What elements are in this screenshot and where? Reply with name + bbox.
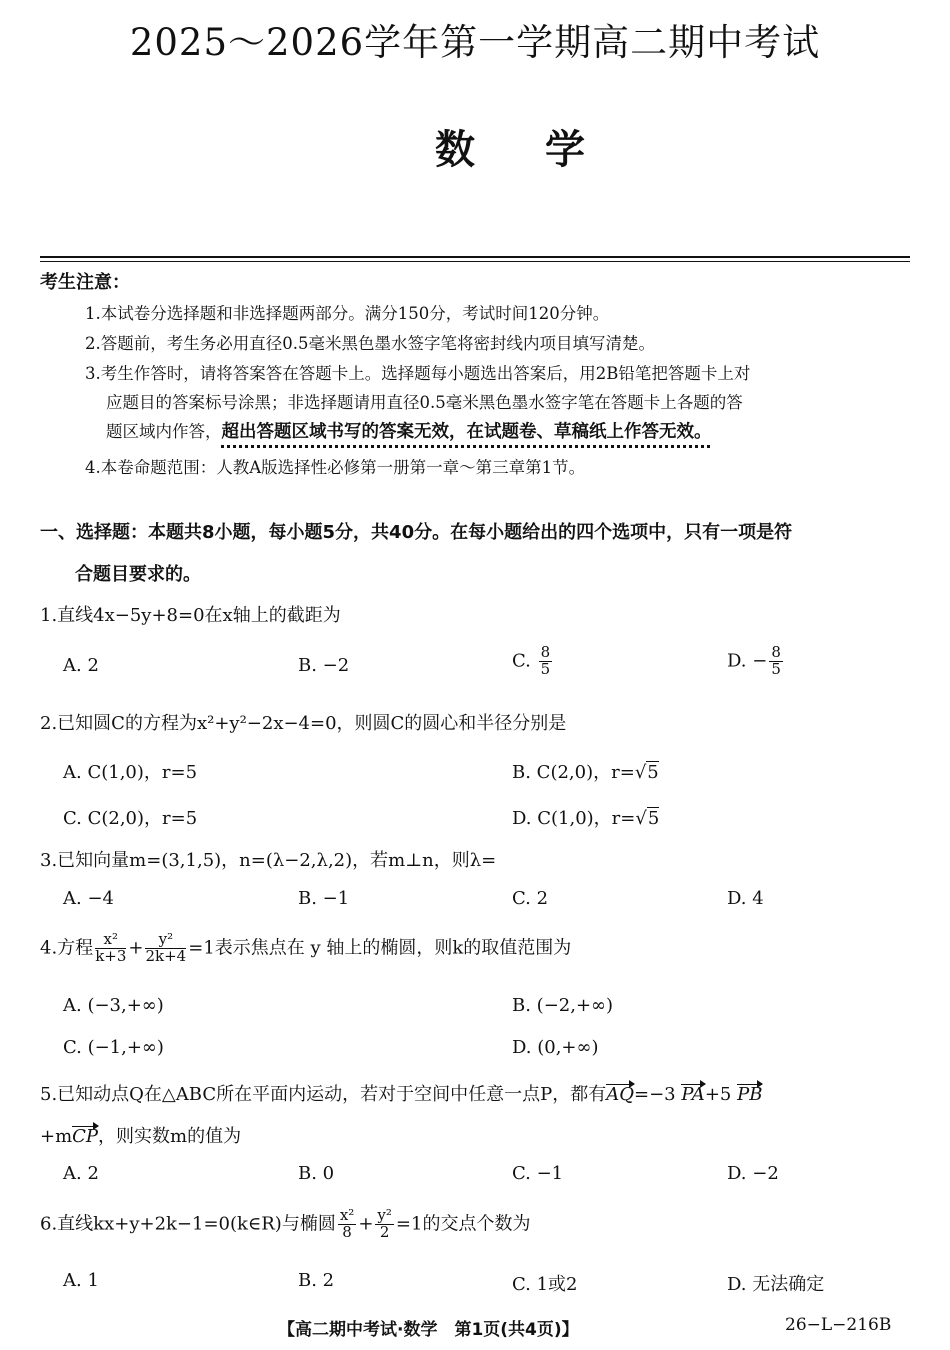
q5-option-b: B. 0 <box>298 1163 335 1184</box>
question-6-stem: 6.直线kx+y+2k−1=0(k∈R)与椭圆 $\frac{\text{x²}}{8}$ + $\frac{\text{y²}}{2}$ =1的交点个数为 <box>40 1206 531 1241</box>
notice-item-3-cont2 <box>106 418 712 443</box>
q2-option-c: C. C(2,0)，r=5 <box>63 808 198 829</box>
q6-option-b: B. 2 <box>298 1270 335 1291</box>
q6-option-d: D. 无法确定 <box>727 1274 825 1295</box>
divider-thin <box>40 261 910 262</box>
q3-option-d: D. 4 <box>727 888 764 909</box>
vector-aq: AQ <box>606 1084 634 1105</box>
q5-option-d: D. −2 <box>727 1163 779 1184</box>
q1-option-c-fraction: $\frac{8}{5}$ <box>540 643 551 678</box>
q5-option-a: A. 2 <box>63 1163 99 1184</box>
vector-pa: PA <box>681 1084 705 1105</box>
page-footer: 【高二期中考试·数学 第1页(共4页)】 <box>278 1320 579 1340</box>
paper-code: 26−L−216B <box>785 1315 892 1335</box>
q6-fraction-2: $\frac{\text{y²}}{2}$ <box>377 1206 392 1241</box>
question-5-stem-cont: +mCP，则实数m的值为 <box>40 1126 242 1147</box>
notice-emphasis: 超出答题区域书写的答案无效，在试题卷、草稿纸上作答无效。 <box>221 422 712 442</box>
q1-option-c <box>512 645 554 678</box>
q1-option-c-prefix: C. <box>512 650 531 672</box>
subject-title: 数学 <box>435 127 655 173</box>
notice-text: 题区域内作答， <box>106 422 222 441</box>
question-1-stem: 1.直线4x−5y+8=0在x轴上的截距为 <box>40 605 341 626</box>
section-heading-cont: 合题目要求的。 <box>75 564 201 585</box>
notice-heading: 考生注意： <box>40 272 130 293</box>
vector-pb: PB <box>737 1084 763 1105</box>
q3-option-a: A. −4 <box>63 888 114 909</box>
notice-item-4: 4.本卷命题范围：人教A版选择性必修第一册第一章～第三章第1节。 <box>85 458 586 477</box>
q1-option-d-fraction: $\frac{8}{5}$ <box>771 643 781 678</box>
notice-item-2: 2.答题前，考生务必用直径0.5毫米黑色墨水签字笔将密封线内项目填写清楚。 <box>85 334 655 353</box>
q1-option-d-prefix: D. − <box>727 650 768 672</box>
question-4-stem: 4.方程 $\frac{\text{x²}}{k+3}$ + $\frac{\text{y²}}{2k+4}$ =1表示焦点在 y 轴上的椭圆，则k的取值范围为 <box>40 930 572 965</box>
q2-option-b: B. C(2,0)，r=√5 <box>512 762 659 783</box>
q2-option-d: D. C(1,0)，r=√5 <box>512 808 660 829</box>
q4-option-a: A. (−3,+∞) <box>63 995 164 1016</box>
notice-item-3: 3.考生作答时，请将答案答在答题卡上。选择题每小题选出答案后，用2B铅笔把答题卡上对 <box>85 364 751 383</box>
q4-fraction-2: $\frac{\text{y²}}{2k+4}$ <box>145 930 187 965</box>
q1-option-b: B. −2 <box>298 655 350 676</box>
q2-option-a: A. C(1,0)，r=5 <box>63 762 198 783</box>
q4-option-b: B. (−2,+∞) <box>512 995 614 1016</box>
question-5-stem: 5.已知动点Q在△ABC所在平面内运动，若对于空间中任意一点P，都有AQ=−3 PA+5 PB <box>40 1084 763 1105</box>
question-2-stem: 2.已知圆C的方程为x²+y²−2x−4=0，则圆C的圆心和半径分别是 <box>40 713 567 734</box>
question-3-stem: 3.已知向量m=(3,1,5)，n=(λ−2,λ,2)，若m⊥n，则λ= <box>40 850 497 871</box>
q4-option-d: D. (0,+∞) <box>512 1037 599 1058</box>
q3-option-c: C. 2 <box>512 888 549 909</box>
exam-title: 2025～2026学年第一学期高二期中考试 <box>129 21 821 64</box>
q3-option-b: B. −1 <box>298 888 350 909</box>
vector-cp: CP <box>72 1126 99 1147</box>
notice-item-1: 1.本试卷分选择题和非选择题两部分。满分150分，考试时间120分钟。 <box>85 304 610 323</box>
q6-option-c: C. 1或2 <box>512 1274 578 1295</box>
q1-option-d <box>727 645 785 678</box>
q6-fraction-1: $\frac{\text{x²}}{8}$ <box>339 1206 355 1241</box>
q5-option-c: C. −1 <box>512 1163 564 1184</box>
q6-option-a: A. 1 <box>63 1270 99 1291</box>
q4-fraction-1: $\frac{\text{x²}}{k+3}$ <box>95 930 127 965</box>
notice-item-3-cont: 应题目的答案标号涂黑；非选择题请用直径0.5毫米黑色墨水签字笔在答题卡上各题的答 <box>106 393 743 412</box>
q1-option-a: A. 2 <box>63 655 99 676</box>
q4-option-c: C. (−1,+∞) <box>63 1037 164 1058</box>
section-heading: 一、选择题：本题共8小题，每小题5分，共40分。在每小题给出的四个选项中，只有一项是符 <box>40 522 793 543</box>
divider-thick <box>40 256 910 258</box>
